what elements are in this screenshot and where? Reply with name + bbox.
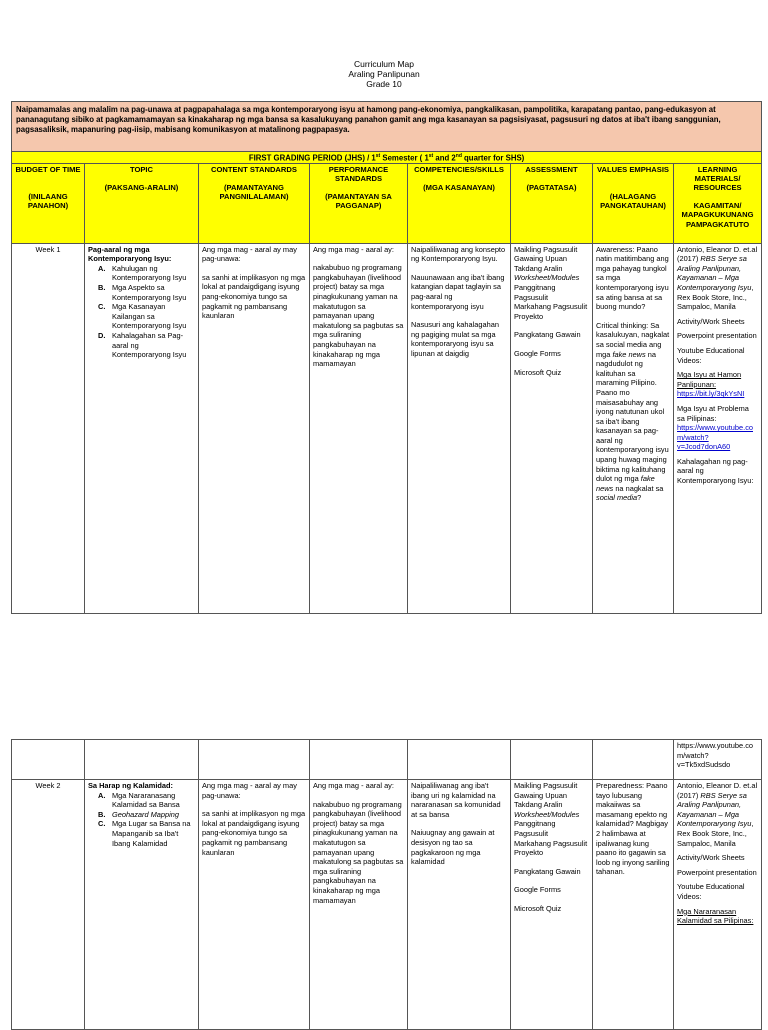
video-title-link[interactable]: Mga Nararanasan Kalamidad sa Pilipinas: xyxy=(677,906,754,926)
video-title-link[interactable]: Mga Isyu at Hamon Panlipunan: xyxy=(677,370,742,389)
week1-topic: Pag-aaral ng mga Kontemporaryong Isyu: A. Kahulugan ng Kontemporaryong Isyu B. Mga Aspekto sa Kontemporaryong Isyu C. Mga Kasanayan Kailangan sa Kontemporaryong Isyu D. Kahalagahan sa Pag-aaral ng Kontemporaryong Isyu xyxy=(85,243,199,613)
col-header-assessment: ASSESSMENT (PAGTATASA) xyxy=(511,163,593,243)
list-item: C. Mga Lugar sa Bansa na Mapanganib sa Iba't Ibang Kalamidad xyxy=(98,819,191,848)
list-item: A. Kahulugan ng Kontemporaryong Isyu xyxy=(98,263,187,283)
week1-materials: Antonio, Eleanor D. et.al (2017) RBS Serye sa Araling Panlipunan, Kayamanan – Mga Kontemporaryong Isyu, Rex Book Store, Inc., Sampaloc, Manila Activity/Work Sheets Powerpoint presentation Youtube Educational Videos: Mga Isyu at Hamon Panlipunan: https://bit.ly/3qkYsNI Mga Isyu at Problema sa Pilipinas: https://www.youtube.com/watch?v=Jcod7donA60 Kahalagahan ng pag-aaral ng Kontemporaryong Isyu: xyxy=(674,243,762,613)
week2-topic: Sa Harap ng Kalamidad: A. Mga Nararanasang Kalamidad sa Bansa B. Geohazard Mapping C. Mga Lugar sa Bansa na Mapanganib sa Iba't Ibang Kalamidad xyxy=(85,780,199,1030)
doc-title: Curriculum Map xyxy=(354,59,414,69)
week2-performance-standards: Ang mga mag - aaral ay: nakabubuo ng programang pangkabuhayan (livelihood project) batay sa mga pinagkukunang yaman na makatutugon sa pamayanan upang makatulong sa pagbutas sa mga suliraning pangkabuhayan na kinakaharap ng mga mamamayan xyxy=(310,780,408,1030)
subject-title: Araling Panlipunan xyxy=(348,69,420,79)
col-header-competencies: COMPETENCIES/SKILLS (MGA KASANAYAN) xyxy=(408,163,511,243)
curriculum-map-table-2 xyxy=(11,739,762,1030)
list-item: A. Mga Nararanasang Kalamidad sa Bansa xyxy=(98,790,180,810)
list-item: D. Kahalagahan sa Pag-aaral ng Kontemporaryong Isyu xyxy=(98,330,187,360)
curriculum-map-table-1 xyxy=(11,101,762,614)
week1-values: Awareness: Paano natin matitimbang ang mga pahayag tungkol sa mga kontemporaryong isyu sa ating bansa at sa buong mundo? Critical thinking: Sa kasalukuyan, nagkalat sa social media ang mga fake news na nagdudulot ng kalituhan sa maraming Pilipino. Paano mo maisasabuhay ang iyong natutunan ukol sa iba't ibang kasanayan sa pag-aaral ng kontemporaryong isyu upang huwag maging biktima ng kalituhang dulot ng mga fake news na nagkalat sa social media? xyxy=(593,243,674,613)
video-link[interactable]: https://www.youtube.com/watch?v=Jcod7donA60 xyxy=(677,423,753,452)
week1-competencies: Naipaliliwanag ang konsepto ng Kontemporaryong Isyu. Nauunawaan ang iba't ibang katangian dapat taglayin sa pag-aaral ng kontemporaryong isyu Nasusuri ang kahalagahan ng pagiging mulat sa mga kontemporaryong isyu sa lipunan at daigdig xyxy=(408,243,511,613)
col-header-content: CONTENT STANDARDS (PAMANTAYANG PANGNILALAMAN) xyxy=(199,163,310,243)
grade-title: Grade 10 xyxy=(366,79,402,89)
week1-performance-standards: Ang mga mag - aaral ay: nakabubuo ng programang pangkabuhayan (livelihood project) batay sa mga pinagkukunang yaman na makatutugon sa pamayanan upang makatulong sa pagbutas sa mga suliraning pangkabuhayan na kinakaharap ng mga mamamayan xyxy=(310,243,408,613)
col-header-materials: LEARNING MATERIALS/ RESOURCES KAGAMITAN/ MAPAGKUKUNANG PAMPAGKATUTO xyxy=(674,163,762,243)
grading-period-banner: FIRST GRADING PERIOD (JHS) / 1st Semester ( 1st and 2nd quarter for SHS) xyxy=(12,152,762,164)
week2-materials: Antonio, Eleanor D. et.al (2017) RBS Serye sa Araling Panlipunan, Kayamanan – Mga Kontemporaryong Isyu, Rex Book Store, Inc., Sampaloc, Manila Activity/Work Sheets Powerpoint presentation Youtube Educational Videos: Mga Nararanasan Kalamidad sa Pilipinas: xyxy=(674,780,762,1030)
col-header-values: VALUES EMPHASIS (HALAGANG PANGKATAUHAN) xyxy=(593,163,674,243)
week2-values: Preparedness: Paano tayo lubusang makaiiwas sa masamang epekto ng kalamidad? Magbigay 2 halimbawa at ipaliwanag kung paano ito gagawin sa loob ng inyong sariling tahanan. xyxy=(593,780,674,1030)
week2-content-standards: Ang mga mag - aaral ay may pag-unawa: sa sanhi at implikasyon ng mga lokal at pandaigdigang isyung pang-ekonomiya tungo sa pagkamit ng pambansang kaunlaran xyxy=(199,780,310,1030)
continued-link-cell[interactable]: https://www.youtube.com/watch?v=Tk5xdSudsdo xyxy=(674,740,762,780)
list-item: B. Geohazard Mapping xyxy=(98,809,179,819)
content-standard-statement: Naipamamalas ang malalim na pag-unawa at pagpapahalaga sa mga kontemporaryong isyu at hamong pang-ekonomiya, pangkalikasan, pampolitika, karapatang pantao, pang-edukasyon at pananagutang sibiko at pagkamamamayan sa kinakaharap ng mga bansa sa kasalukuyang panahon gamit ang mga kasanayan sa pagsisiyasat, pagsusuri ng datos at iba't ibang sanggunian, pagsasaliksik, mapanuring pag-iisip, mabisang komunikasyon at matalinong pagpapasya. xyxy=(12,102,762,152)
col-header-budget: BUDGET OF TIME (INILAANG PANAHON) xyxy=(12,163,85,243)
week2-competencies: Naipaliliwanag ang iba't ibang uri ng kalamidad na nararanasan sa komunidad at sa bansa Naiuugnay ang gawain at desisyon ng tao sa pagkakaroon ng mga kalamidad xyxy=(408,780,511,1030)
col-header-topic: TOPIC (PAKSANG-ARALIN) xyxy=(85,163,199,243)
week2-assessment: Maikling Pagsusulit Gawaing Upuan Takdang Aralin Worksheet/Modules Panggitnang Pagsusulit Markahang Pagsusulit Proyekto Pangkatang Gawain Google Forms Microsoft Quiz xyxy=(511,780,593,1030)
week1-assessment: Maikling Pagsusulit Gawaing Upuan Takdang Aralin Worksheet/Modules Panggitnang Pagsusulit Markahang Pagsusulit Proyekto Pangkatang Gawain Google Forms Microsoft Quiz xyxy=(511,243,593,613)
col-header-performance: PERFORMANCE STANDARDS (PAMANTAYAN SA PAGGANAP) xyxy=(310,163,408,243)
week1-content-standards: Ang mga mag - aaral ay may pag-unawa: sa sanhi at implikasyon ng mga lokal at pandaigdigang isyung pang-ekonomiya tungo sa pagkamit ng pambansang kaunlaran xyxy=(199,243,310,613)
list-item: C. Mga Kasanayan Kailangan sa Kontemporaryong Isyu xyxy=(98,302,187,331)
video-link[interactable]: https://bit.ly/3qkYsNI xyxy=(677,389,745,399)
week1-time: Week 1 xyxy=(12,243,85,613)
list-item: B. Mga Aspekto sa Kontemporaryong Isyu xyxy=(98,282,187,302)
week2-time: Week 2 xyxy=(12,780,85,1030)
